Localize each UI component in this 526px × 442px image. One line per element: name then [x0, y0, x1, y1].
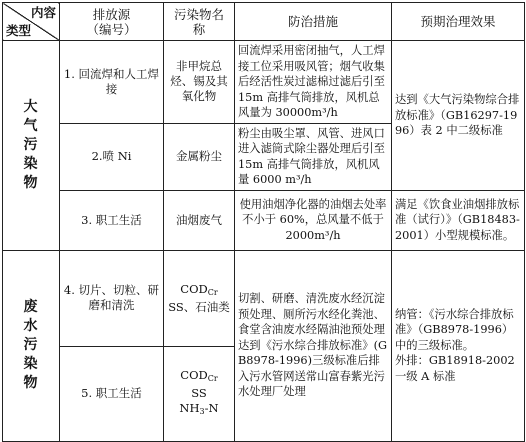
measures-cell: 切割、研磨、清洗废水经沉淀预处理、厕所污水经化粪池、食堂含油废水经隔油池预处理达到《污水综合排放标准》(GB8978-1996)三级标准后排入污水管网送常山富春紫光污水处理厂处理	[235, 250, 392, 441]
type-char: 水	[23, 318, 39, 334]
header-source: 排放源 （编号）	[60, 3, 164, 41]
pollutant-cell: 非甲烷总烃、锡及其氧化物	[164, 41, 235, 124]
type-char: 物	[23, 174, 39, 191]
header-type-label: 类型	[6, 23, 32, 38]
type-char: 染	[23, 356, 39, 372]
pollutant-line: $COD_{Cr}$	[180, 281, 218, 297]
header-row	[3, 3, 525, 41]
measures-cell: 回流焊采用密闭抽气，人工焊接工位采用吸风管；烟气收集后经活性炭过滤棉过滤后引至 15m 高排气筒排放，风机总风量为 30000m³/h	[235, 41, 392, 124]
measures-cell: 粉尘由吸尘罩、风管、进风口进入滤筒式除尘器处理后引至 15m 高排气筒排放，风机风量 6000 m³/h	[235, 123, 392, 190]
type-char: 污	[23, 136, 39, 153]
pollutant-cell	[164, 346, 235, 441]
water-pollutant-type	[3, 250, 60, 441]
table-row	[3, 41, 525, 124]
source-cell: 1. 回流焊和人工焊接	[60, 41, 164, 124]
header-content-label: 内容	[30, 5, 56, 20]
type-char: 染	[23, 155, 39, 172]
type-char: 污	[23, 337, 39, 353]
effect-cell: 纳管：《污水综合排放标准》（GB8978-1996）中的三级标准。 外排：GB18918-2002 一级 A 标准	[392, 250, 525, 441]
table-row	[3, 190, 525, 250]
type-char: 大	[23, 98, 39, 115]
pollutant-line: $COD_{Cr}$	[180, 368, 218, 383]
measures-cell: 使用油烟净化器的油烟去处率不小于 60%，总风量不低于 2000m³/h	[235, 190, 392, 250]
pollutant-line: SS	[191, 386, 207, 400]
air-pollutant-type	[3, 41, 60, 251]
header-effect: 预期治理效果	[392, 3, 525, 41]
pollutant-cell	[164, 250, 235, 346]
pollutant-line: $NH_3-N$	[179, 401, 219, 416]
source-cell: 5. 职工生活	[60, 346, 164, 441]
type-char: 废	[23, 299, 39, 315]
pollutant-line: SS、石油类	[168, 299, 230, 314]
header-measures: 防治措施	[235, 3, 392, 41]
effect-cell: 满足《饮食业油烟排放标准（试行）》（GB18483-2001）小型规模标准。	[392, 190, 525, 250]
source-cell: 4. 切片、切粒、研磨和清洗	[60, 250, 164, 346]
table-row	[3, 250, 525, 346]
type-char: 物	[23, 375, 39, 391]
pollution-control-table	[2, 2, 525, 442]
source-cell: 2.喷 Ni	[60, 123, 164, 190]
pollutant-cell: 油烟废气	[164, 190, 235, 250]
source-cell: 3. 职工生活	[60, 190, 164, 250]
header-diagonal-cell	[3, 3, 60, 41]
effect-cell: 达到《大气污染物综合排放标准》（GB16297-1996）表 2 中二级标准	[392, 41, 525, 191]
pollutant-cell: 金属粉尘	[164, 123, 235, 190]
type-char: 气	[23, 117, 39, 134]
header-pollutant: 污染物名 称	[164, 3, 235, 41]
